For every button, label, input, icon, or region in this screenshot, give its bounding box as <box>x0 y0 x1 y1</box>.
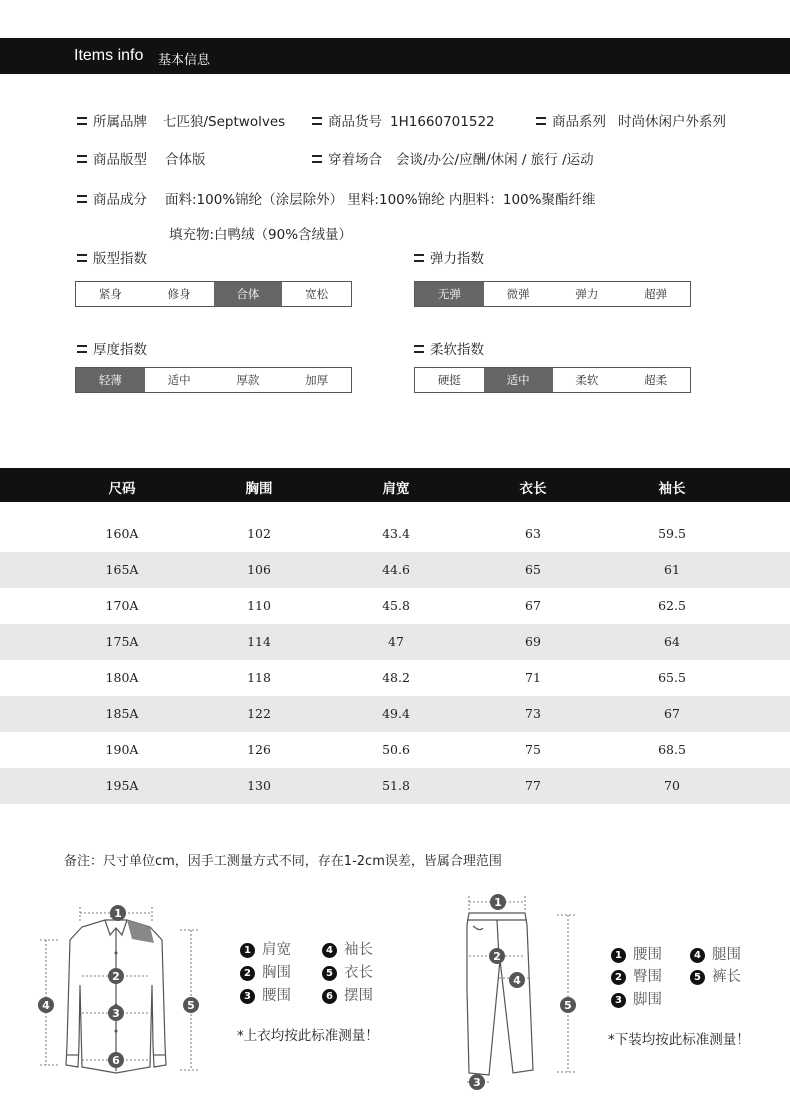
diagram-label-3: 3 <box>112 1007 120 1020</box>
measurement-note: 备注：尺寸单位cm，因手工测量方式不同，存在1-2cm误差，皆属合理范围 <box>64 854 502 869</box>
scale-fit <box>75 281 352 307</box>
top-legend-item: 5 衣长 <box>322 961 373 982</box>
table-cell: 106 <box>247 562 271 577</box>
scale-stretch-option: 无弹 <box>415 282 484 306</box>
table-cell: 130 <box>247 778 271 793</box>
bottom-legend-item: 4 腿围 <box>690 943 741 964</box>
header-title-cn: 基本信息 <box>158 53 211 68</box>
scale-softness-option: 超柔 <box>644 373 668 387</box>
bottom-legend-item: 3 脚围 <box>611 988 662 1009</box>
attr-filling: 填充物:白鸭绒（90%含绒量） <box>169 227 353 243</box>
table-cell: 67 <box>525 598 541 613</box>
scale-fit-option: 修身 <box>167 287 191 301</box>
scale-stretch-option: 超弹 <box>644 287 668 301</box>
top-legend-item: 2 胸围 <box>240 961 291 982</box>
shirt-diagram <box>30 895 210 1080</box>
diagram-label-6: 6 <box>112 1054 120 1067</box>
table-cell: 51.8 <box>382 778 410 793</box>
table-row <box>0 588 790 624</box>
diagram-label-4: 4 <box>42 999 50 1012</box>
pants-diagram <box>455 890 585 1095</box>
table-cell: 50.6 <box>382 742 410 757</box>
pants-label-3: 3 <box>473 1076 481 1089</box>
attr-brand: 所属品牌 七匹狼/Septwolves <box>77 110 285 130</box>
attr-occasion: 穿着场合 会谈/办公/应酬/休闲 / 旅行 /运动 <box>312 148 594 168</box>
attr-composition: 商品成分 面料:100%锦纶（涂层除外） 里料:100%锦纶 内胆料：100%聚酯纤维 <box>77 188 595 208</box>
equals-icon <box>77 117 87 125</box>
equals-icon <box>77 345 87 353</box>
top-legend-item: 6 摆围 <box>322 984 373 1005</box>
scale-thickness-title: 厚度指数 <box>77 338 147 358</box>
table-cell: 102 <box>247 526 271 541</box>
table-row <box>0 552 790 588</box>
table-cell: 45.8 <box>382 598 410 613</box>
pants-label-4: 4 <box>513 974 521 987</box>
table-cell: 47 <box>388 634 404 649</box>
table-cell: 63 <box>525 526 541 541</box>
table-row <box>0 696 790 732</box>
header-title-en: Items info <box>74 47 144 64</box>
table-cell: 59.5 <box>658 526 686 541</box>
equals-icon <box>536 117 546 125</box>
equals-icon <box>77 195 87 203</box>
scale-softness-option: 柔软 <box>575 373 599 387</box>
table-cell: 67 <box>664 706 680 721</box>
diagram-label-5: 5 <box>187 999 195 1012</box>
pants-label-2: 2 <box>493 950 501 963</box>
column-header: 衣长 <box>519 481 547 497</box>
table-cell: 160A <box>105 526 139 541</box>
table-cell: 71 <box>525 670 541 685</box>
table-cell: 175A <box>105 634 139 649</box>
items-info-header <box>0 38 790 74</box>
column-header: 肩宽 <box>382 481 410 497</box>
column-header: 袖长 <box>658 481 686 497</box>
table-row <box>0 768 790 804</box>
scale-stretch-option: 弹力 <box>575 287 599 301</box>
diagram-label-2: 2 <box>112 970 120 983</box>
scale-stretch-title: 弹力指数 <box>414 247 484 267</box>
scale-stretch <box>414 281 691 307</box>
table-cell: 65 <box>525 562 541 577</box>
top-legend-item: 1 肩宽 <box>240 938 291 959</box>
scale-thickness-option: 轻薄 <box>76 368 145 392</box>
equals-icon <box>312 117 322 125</box>
table-cell: 61 <box>664 562 680 577</box>
table-row <box>0 624 790 660</box>
table-cell: 68.5 <box>658 742 686 757</box>
top-legend-item: 4 袖长 <box>322 938 373 959</box>
column-header: 尺码 <box>108 481 136 497</box>
table-cell: 64 <box>664 634 680 649</box>
bottom-legend-item: 5 裤长 <box>690 965 741 986</box>
table-cell: 48.2 <box>382 670 410 685</box>
table-cell: 69 <box>525 634 541 649</box>
scale-stretch-option: 微弹 <box>506 287 530 301</box>
diagram-label-1: 1 <box>114 907 122 920</box>
scale-softness-option: 硬挺 <box>437 373 461 387</box>
table-cell: 70 <box>664 778 680 793</box>
top-legend-item: 3 腰围 <box>240 984 291 1005</box>
table-cell: 165A <box>105 562 139 577</box>
attr-series: 商品系列 时尚休闲户外系列 <box>536 110 726 130</box>
table-row <box>0 732 790 768</box>
equals-icon <box>312 155 322 163</box>
table-cell: 75 <box>525 742 541 757</box>
table-cell: 73 <box>525 706 541 721</box>
scale-thickness-option: 适中 <box>167 373 191 387</box>
bottom-legend-note: *下装均按此标准测量！ <box>608 1032 750 1048</box>
equals-icon <box>414 345 424 353</box>
equals-icon <box>77 254 87 262</box>
scale-softness <box>414 367 691 393</box>
scale-thickness-option: 厚款 <box>236 373 260 387</box>
table-cell: 190A <box>105 742 139 757</box>
table-cell: 44.6 <box>382 562 410 577</box>
scale-softness-option: 适中 <box>484 368 553 392</box>
equals-icon <box>414 254 424 262</box>
bottom-legend-item: 1 腰围 <box>611 943 662 964</box>
table-cell: 122 <box>247 706 271 721</box>
scale-thickness-option: 加厚 <box>305 373 329 387</box>
table-cell: 49.4 <box>382 706 410 721</box>
equals-icon <box>77 155 87 163</box>
pants-label-5: 5 <box>564 999 572 1012</box>
attr-fit: 商品版型 合体版 <box>77 148 206 168</box>
table-cell: 62.5 <box>658 598 686 613</box>
table-cell: 118 <box>247 670 271 685</box>
table-cell: 65.5 <box>658 670 686 685</box>
table-cell: 77 <box>525 778 541 793</box>
table-cell: 180A <box>105 670 139 685</box>
attr-sku: 商品货号 1H1660701522 <box>312 110 495 130</box>
scale-softness-title: 柔软指数 <box>414 338 484 358</box>
table-cell: 43.4 <box>382 526 410 541</box>
size-table-header <box>0 468 790 502</box>
table-cell: 126 <box>247 742 271 757</box>
table-cell: 170A <box>105 598 139 613</box>
bottom-legend-item: 2 臀围 <box>611 965 662 986</box>
top-legend-note: *上衣均按此标准测量！ <box>237 1028 379 1044</box>
scale-thickness <box>75 367 352 393</box>
table-row <box>0 660 790 696</box>
scale-fit-option: 紧身 <box>98 287 122 301</box>
column-header: 胸围 <box>245 481 273 497</box>
table-cell: 195A <box>105 778 139 793</box>
table-cell: 185A <box>105 706 139 721</box>
scale-fit-option: 宽松 <box>305 287 329 301</box>
table-row <box>0 516 790 552</box>
pants-label-1: 1 <box>494 896 502 909</box>
scale-fit-option: 合体 <box>214 282 283 306</box>
scale-fit-title: 版型指数 <box>77 247 147 267</box>
table-cell: 114 <box>247 634 271 649</box>
table-cell: 110 <box>247 598 271 613</box>
